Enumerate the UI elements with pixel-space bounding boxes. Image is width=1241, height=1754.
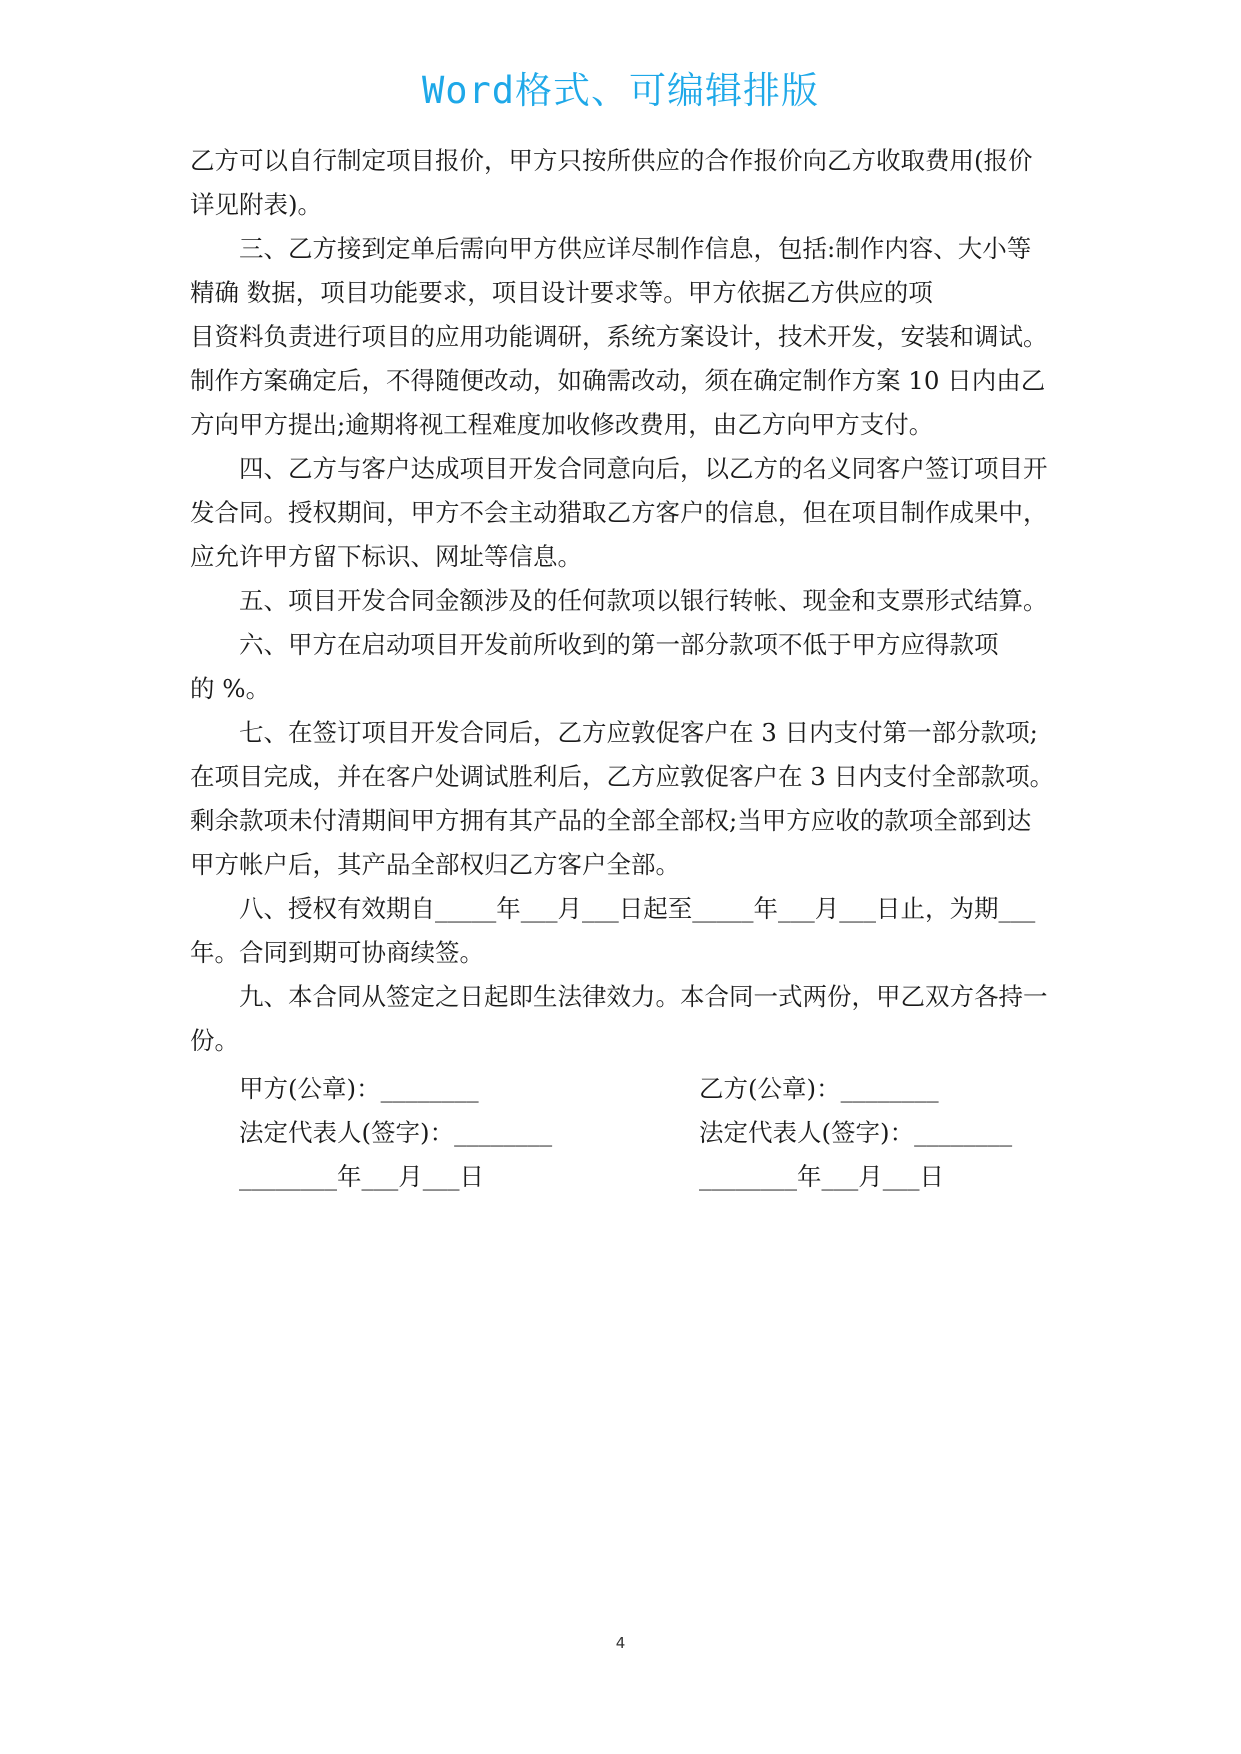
party-b-date: ________年___月___日 [699, 1162, 944, 1191]
paragraph-line: 六、甲方在启动项目开发前所收到的第一部分款项不低于甲方应得款项 [239, 630, 999, 659]
page-number: 4 [615, 1634, 626, 1652]
paragraph-line: 乙方可以自行制定项目报价，甲方只按所供应的合作报价向乙方收取费用(报价 [190, 146, 1033, 175]
paragraph-line: 的 %。 [190, 674, 271, 703]
paragraph-line: 五、项目开发合同金额涉及的任何款项以银行转帐、现金和支票形式结算。 [239, 586, 1048, 615]
paragraph-line: 剩余款项未付清期间甲方拥有其产品的全部全部权;当甲方应收的款项全部到达 [190, 806, 1032, 835]
party-a-date: ________年___月___日 [239, 1162, 484, 1191]
paragraph-line: 方向甲方提出;逾期将视工程难度加收修改费用，由乙方向甲方支付。 [190, 410, 934, 439]
paragraph-line: 份。 [190, 1026, 239, 1055]
paragraph-line: 详见附表)。 [190, 190, 323, 219]
paragraph-line: 精确 数据，项目功能要求，项目设计要求等。甲方依据乙方供应的项 [190, 278, 933, 307]
paragraph-line: 七、在签订项目开发合同后，乙方应敦促客户在 3 日内支付第一部分款项; [239, 718, 1038, 747]
paragraph-line: 应允许甲方留下标识、网址等信息。 [190, 542, 582, 571]
paragraph-line: 目资料负责进行项目的应用功能调研，系统方案设计，技术开发，安装和调试。 [190, 322, 1048, 351]
paragraph-line: 九、本合同从签定之日起即生法律效力。本合同一式两份，甲乙双方各持一 [239, 982, 1048, 1011]
paragraph-line: 发合同。授权期间，甲方不会主动猎取乙方客户的信息，但在项目制作成果中， [190, 498, 1048, 527]
party-b-seal: 乙方(公章)：________ [699, 1074, 939, 1103]
party-a-representative: 法定代表人(签字)：________ [239, 1118, 553, 1147]
paragraph-line: 年。合同到期可协商续签。 [190, 938, 484, 967]
page-title: Word格式、可编辑排版 [421, 69, 820, 112]
paragraph-line: 三、乙方接到定单后需向甲方供应详尽制作信息，包括:制作内容、大小等 [239, 234, 1032, 263]
paragraph-line: 八、授权有效期自_____年___月___日起至_____年___月___日止，为期___ [239, 894, 1036, 923]
paragraph-line: 甲方帐户后，其产品全部权归乙方客户全部。 [190, 850, 680, 879]
paragraph-line: 制作方案确定后，不得随便改动，如确需改动，须在确定制作方案 10 日内由乙 [190, 366, 1046, 395]
party-b-representative: 法定代表人(签字)：________ [699, 1118, 1013, 1147]
party-a-seal: 甲方(公章)：________ [239, 1074, 479, 1103]
paragraph-line: 在项目完成，并在客户处调试胜利后，乙方应敦促客户在 3 日内支付全部款项。 [190, 762, 1055, 791]
paragraph-line: 四、乙方与客户达成项目开发合同意向后，以乙方的名义同客户签订项目开 [239, 454, 1048, 483]
